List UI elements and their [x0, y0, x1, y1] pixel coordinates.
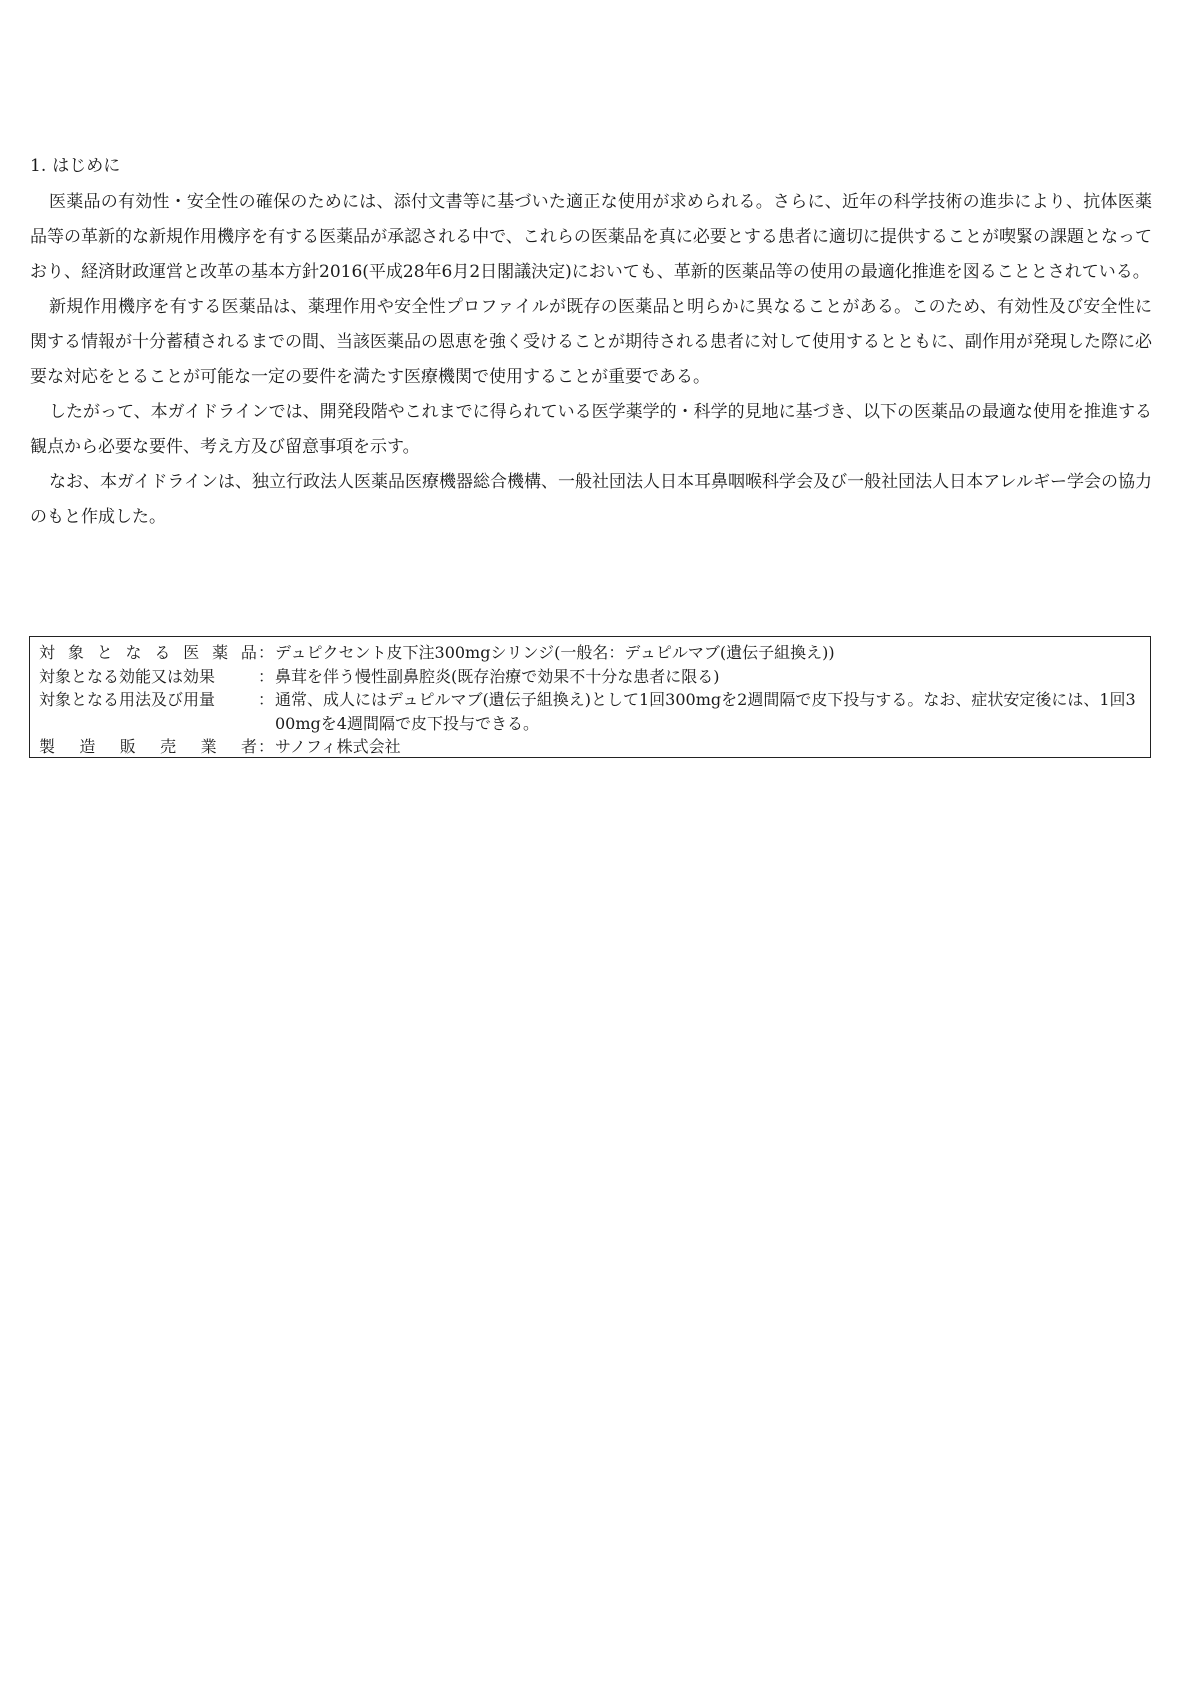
- label-indication: 対象となる効能又は効果: [39, 666, 216, 686]
- info-row-indication: [39, 665, 1142, 689]
- value-manufacturer: サノフィ株式会社: [275, 737, 401, 756]
- label-dosage: 対象となる用法及び用量: [39, 690, 216, 709]
- label-char: 象: [67, 643, 84, 662]
- label-char: 販: [119, 737, 136, 756]
- label-char: 医: [183, 643, 200, 662]
- info-row-manufacturer: [39, 735, 1142, 759]
- paragraph-cooperation: なお、本ガイドラインは、独立行政法人医薬品医療機器総合機構、一般社団法人日本耳鼻咽喉科学会及び一般社団法人日本アレルギー学会の協力のもと作成した。: [30, 472, 1152, 527]
- label-char: 者: [240, 737, 257, 756]
- label-char: 売: [160, 737, 177, 756]
- info-row-dosage: [39, 688, 1142, 735]
- section-heading: [30, 153, 120, 179]
- paragraph-guideline-purpose: したがって、本ガイドラインでは、開発段階やこれまでに得られている医学薬学的・科学的見地に基づき、以下の医薬品の最適な使用を推進する観点から必要な要件、考え方及び留意事項を示す。: [30, 402, 1152, 457]
- label-char: 品: [240, 643, 257, 662]
- label-manufacturer: [39, 735, 257, 759]
- label-char: と: [96, 643, 113, 662]
- label-colon: ：: [257, 666, 274, 686]
- label-char: な: [125, 643, 142, 662]
- label-char: 薬: [212, 643, 229, 662]
- value-dosage: 通常、成人にはデュピルマブ(遺伝子組換え)として1回300mgを2週間隔で皮下投与する。なお、症状安定後には、1回300mgを4週間隔で皮下投与できる。: [275, 690, 1136, 733]
- paragraph-new-mechanism: 新規作用機序を有する医薬品は、薬理作用や安全性プロファイルが既存の医薬品と明らかに異なることがある。このため、有効性及び安全性に関する情報が十分蓄積されるまでの間、当該医薬品の恩恵を強く受けることが期待される患者に対して使用するとともに、副作用が発現した際に必要な対応をとることが可能な一定の要件を満たす医療機関で使用することが重要である。: [30, 297, 1152, 387]
- label-colon: ：: [257, 737, 274, 756]
- drug-info-box: [29, 636, 1151, 758]
- label-char: 業: [200, 737, 217, 756]
- section-number: 1.: [30, 156, 47, 176]
- info-row-drug: [39, 641, 1142, 665]
- label-char: 造: [79, 737, 96, 756]
- label-colon: ：: [257, 643, 274, 662]
- section-title: はじめに: [52, 156, 121, 176]
- paragraph-efficacy-safety: 医薬品の有効性・安全性の確保のためには、添付文書等に基づいた適正な使用が求められる。さらに、近年の科学技術の進歩により、抗体医薬品等の革新的な新規作用機序を有する医薬品が承認される中で、これらの医薬品を真に必要とする患者に適切に提供することが喫緊の課題となっており、経済財政運営と改革の基本方針2016(平成28年6月2日閣議決定)においても、革新的医薬品等の使用の最適化推進を図ることとされている。: [30, 192, 1152, 282]
- label-target-drug: [39, 641, 257, 665]
- label-char: 製: [39, 737, 56, 756]
- introduction-body: [30, 185, 1152, 535]
- label-char: 対: [39, 643, 56, 662]
- label-colon: ：: [257, 690, 274, 709]
- value-indication: 鼻茸を伴う慢性副鼻腔炎(既存治療で効果不十分な患者に限る): [275, 666, 720, 686]
- value-target-drug: デュピクセント皮下注300mgシリンジ(一般名：デュピルマブ(遺伝子組換え)): [275, 643, 835, 662]
- label-char: る: [154, 643, 171, 662]
